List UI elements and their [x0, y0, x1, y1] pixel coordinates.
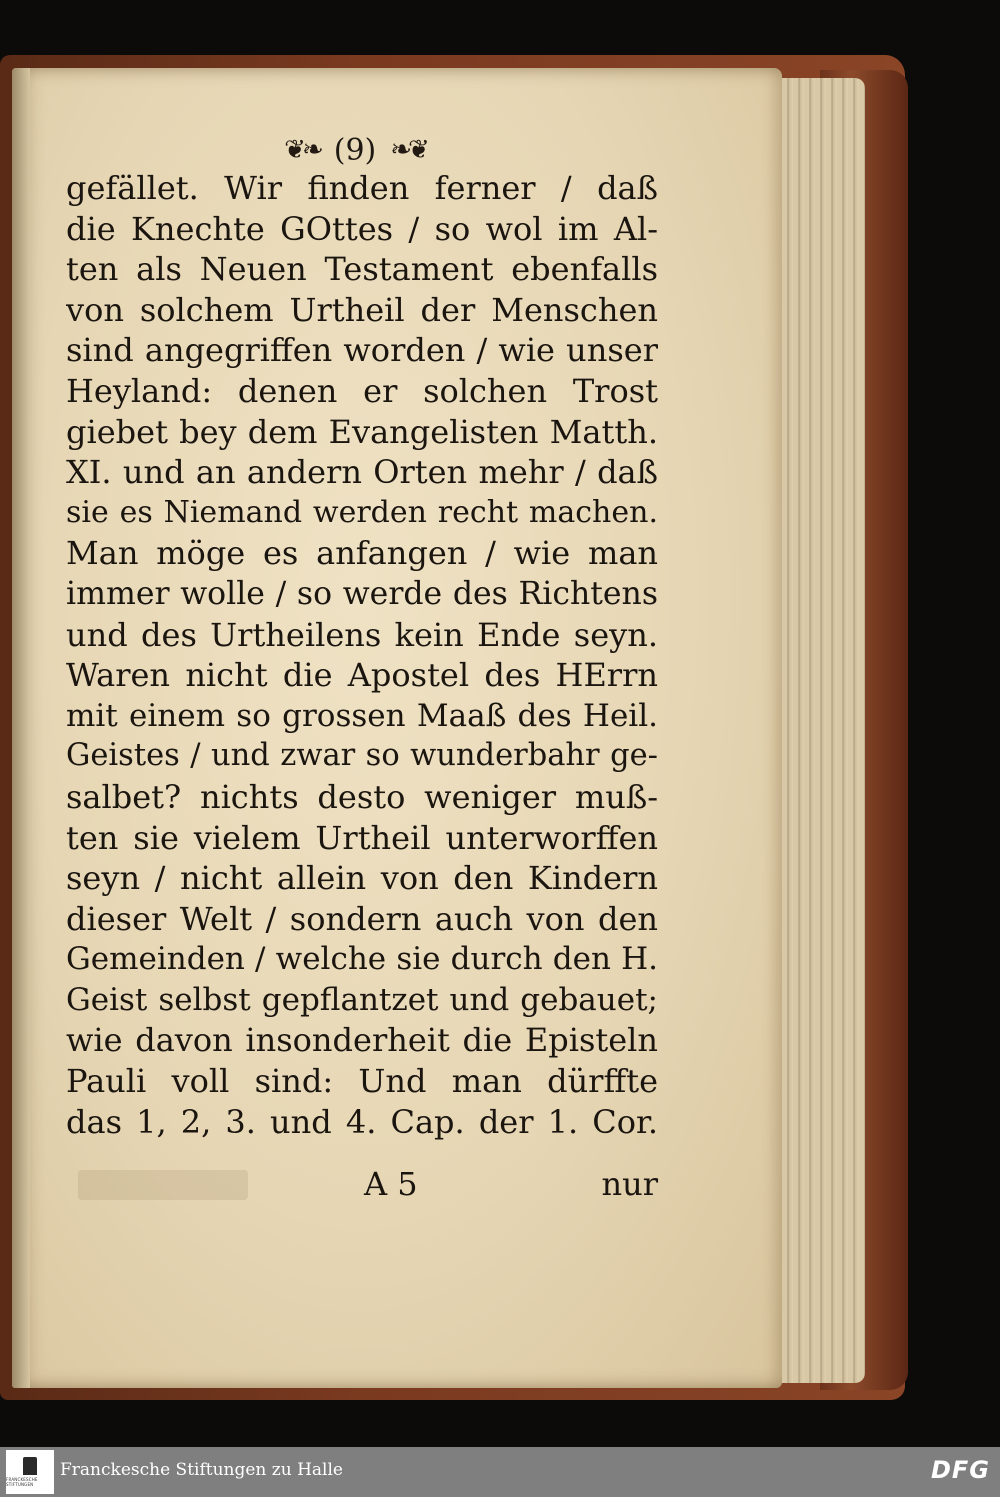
logo-caption: FRANCKESCHE STIFTUNGEN: [6, 1477, 38, 1487]
institution-name[interactable]: Franckesche Stiftungen zu Halle: [60, 1460, 343, 1480]
text-line: salbet? nichts desto weniger muß-: [66, 777, 658, 816]
text-line: immer wolle / so werde des Richtens: [66, 575, 658, 612]
text-line: das 1, 2, 3. und 4. Cap. der 1. Cor.: [66, 1102, 658, 1141]
text-line: Man möge es anfangen / wie man: [66, 534, 658, 573]
dfg-logo[interactable]: DFG: [930, 1456, 990, 1484]
text-line: gefället. Wir finden ferner / daß: [66, 169, 658, 207]
text-line: seyn / nicht allein von den Kindern: [66, 859, 658, 898]
text-line: von solchem Urtheil der Menschen: [66, 290, 658, 329]
text-line: sie es Niemand werden recht machen.: [66, 494, 658, 530]
text-line: Gemeinden / welche sie durch den H.: [66, 941, 658, 978]
text-line: giebet bey dem Evangelisten Matth.: [66, 412, 658, 451]
text-line: ten als Neuen Testament ebenfalls: [66, 250, 658, 289]
catchword: nur: [601, 1165, 658, 1203]
signature-mark: A 5: [364, 1165, 418, 1203]
page-gutter: [12, 68, 30, 1388]
institution-logo[interactable]: [6, 1450, 54, 1494]
text-line: Geistes / und zwar so wunderbahr ge-: [66, 738, 658, 774]
running-head: [240, 130, 470, 170]
text-line: wie davon insonderheit die Episteln: [66, 1021, 658, 1060]
text-line: XI. und an andern Orten mehr / daß: [66, 453, 658, 492]
text-line: Geist selbst gepflantzet und gebauet;: [66, 981, 658, 1018]
signature-line: [66, 1165, 658, 1205]
orphanage-emblem-icon: [23, 1457, 37, 1475]
text-line: und des Urtheilens kein Ende seyn.: [66, 615, 658, 654]
text-line: Pauli voll sind: Und man dürffte: [66, 1062, 658, 1101]
text-line: Heyland: denen er solchen Trost: [66, 371, 658, 410]
body-text: [66, 168, 658, 1142]
ornament-right-icon: ❧❦: [390, 135, 426, 165]
text-line: mit einem so grossen Maaß des Heil.: [66, 697, 658, 734]
text-line: sind angegriffen worden / wie unser: [66, 331, 658, 370]
footer-bar: [0, 1447, 1000, 1497]
ornament-left-icon: ❦❧: [284, 135, 320, 165]
page-number: (9): [333, 132, 377, 168]
text-line: dieser Welt / sondern auch von den: [66, 899, 658, 938]
text-line: die Knechte GOttes / so wol im Al-: [66, 209, 658, 248]
text-line: ten sie vielem Urtheil unterworffen: [66, 818, 658, 857]
text-line: Waren nicht die Apostel des HErrn: [66, 656, 658, 695]
